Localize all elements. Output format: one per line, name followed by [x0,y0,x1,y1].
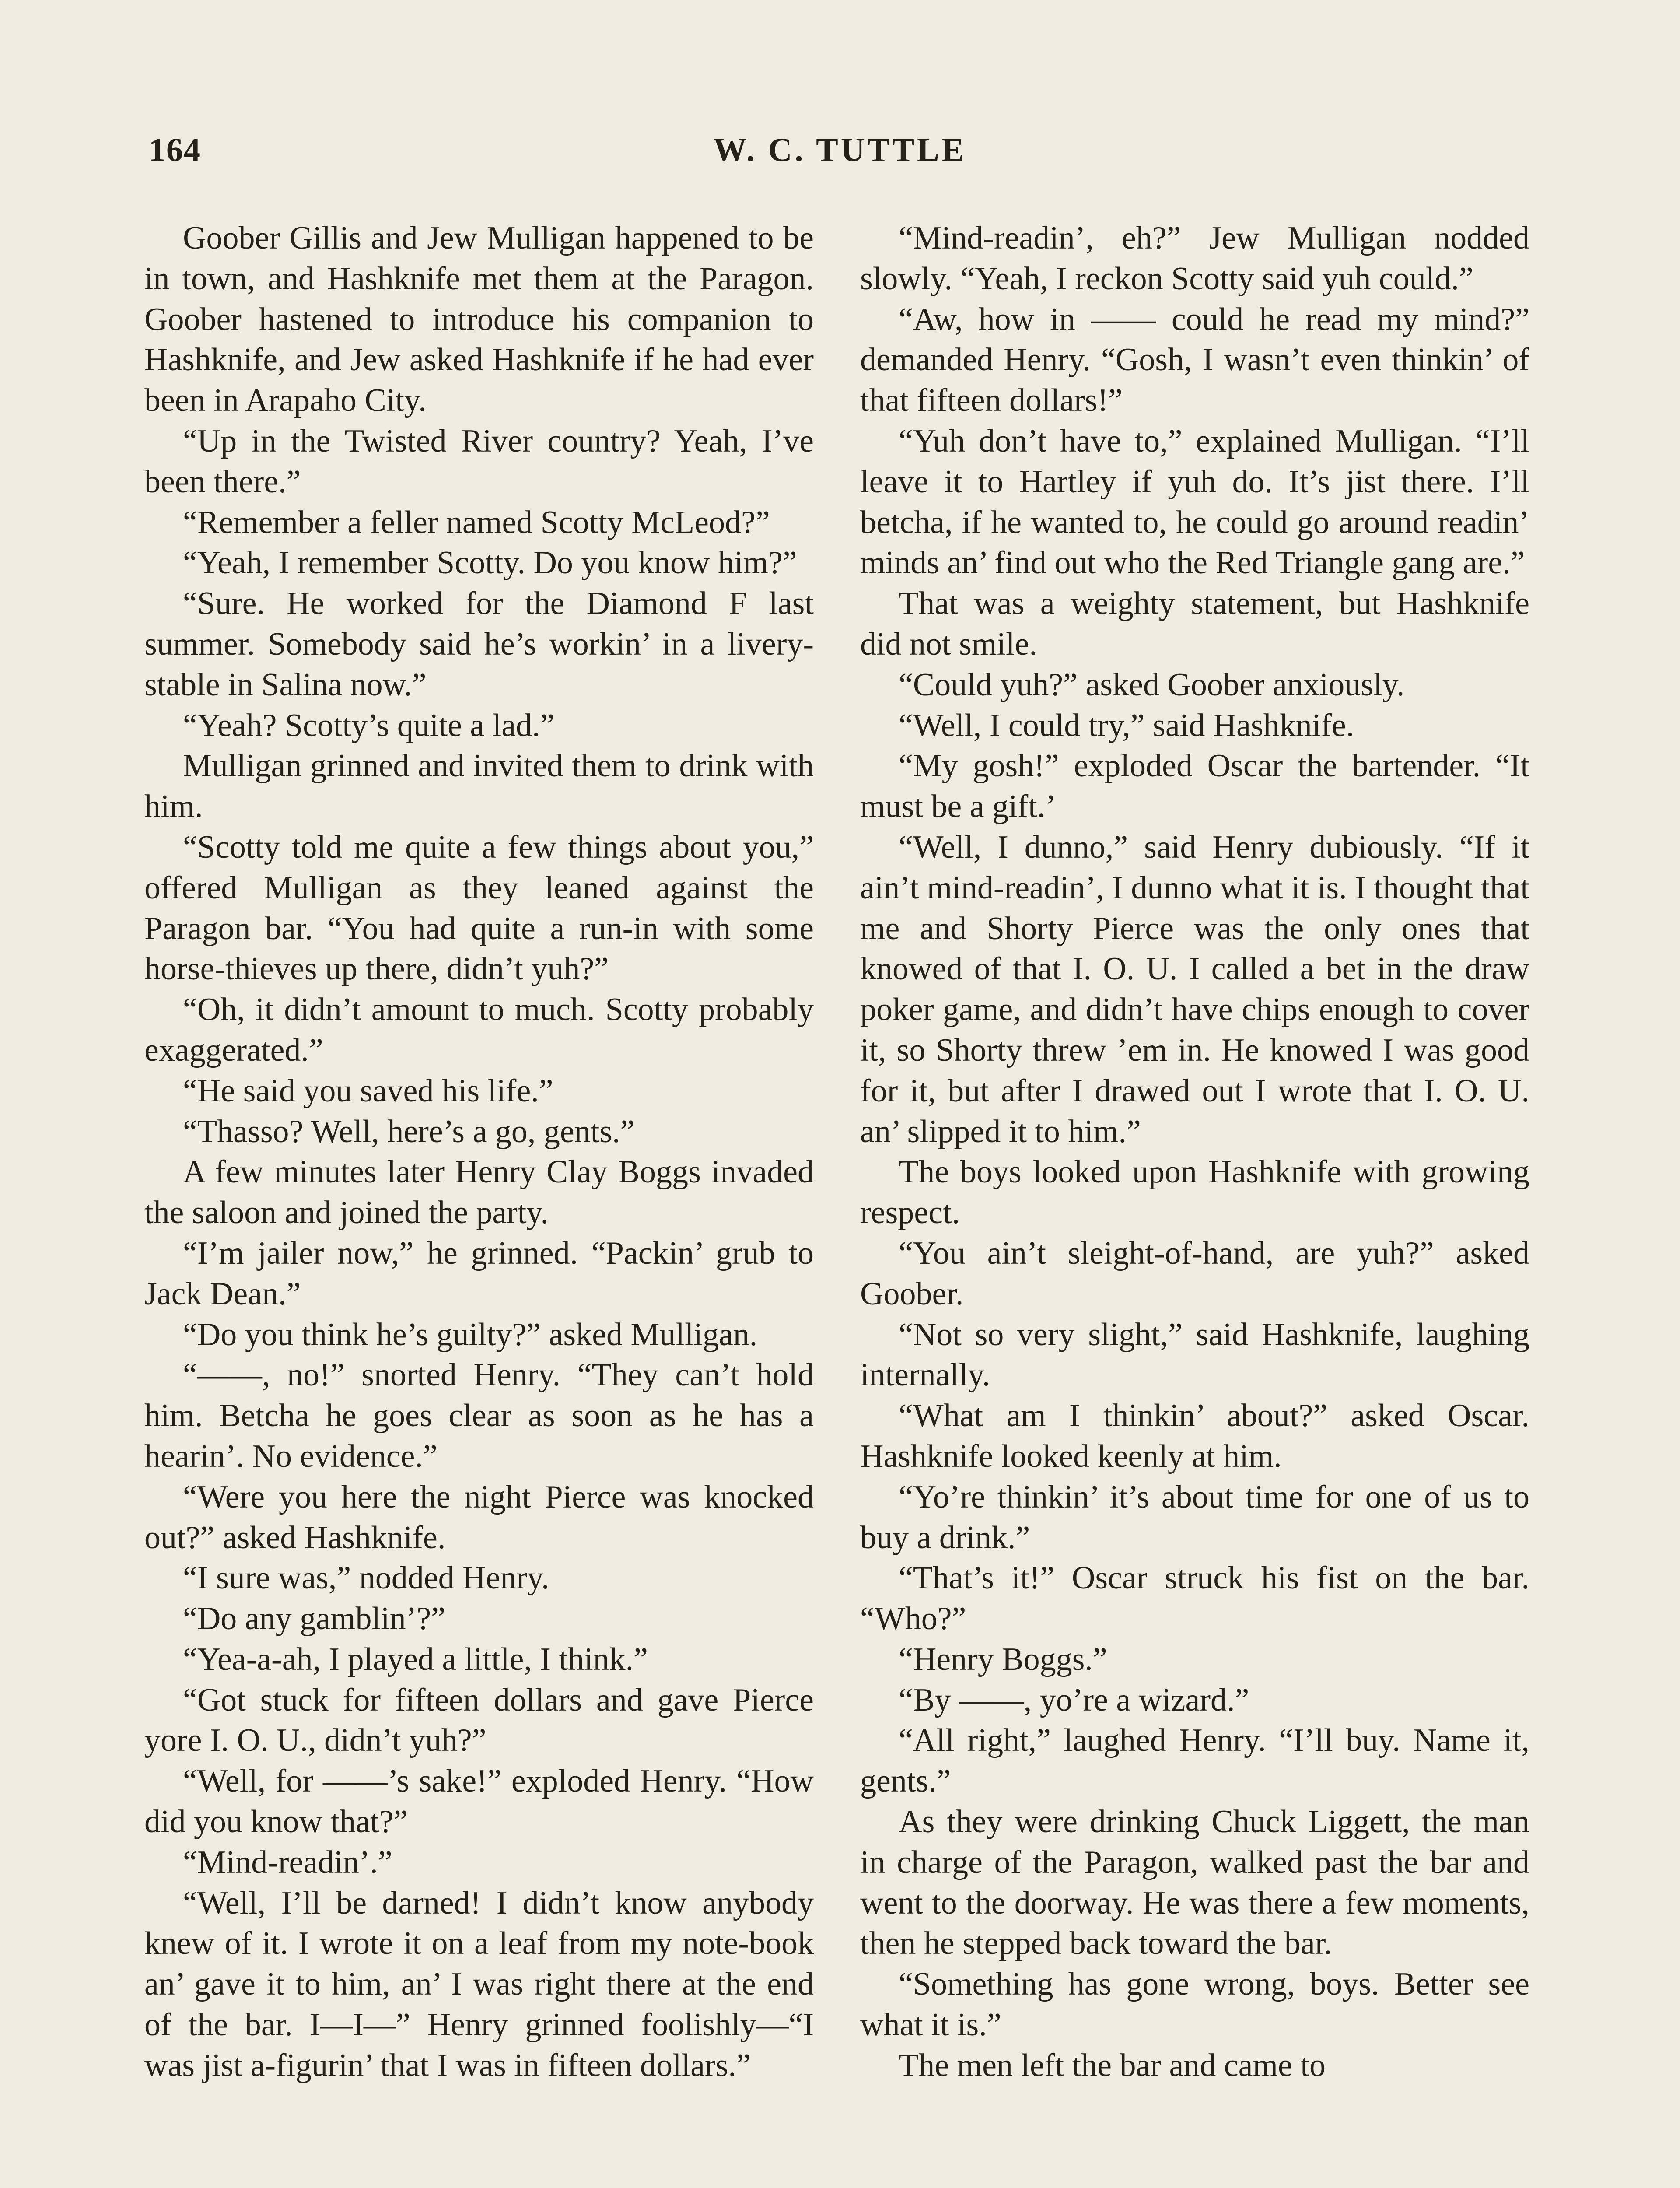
paragraph: “Up in the Twisted River country? Yeah, I’ve been there.” [144,423,814,500]
paragraph: “My gosh!” exploded Oscar the bartender. “It must be a gift.’ [860,748,1530,825]
paragraph: “Mind-readin’, eh?” Jew Mulligan nodded slowly. “Yeah, I reckon Scotty said yuh could.” [860,220,1530,297]
paragraph: “He said you saved his life.” [183,1073,553,1109]
paragraph: “Remember a feller named Scotty McLeod?” [183,504,770,540]
paragraph: “Yeah, I remember Scotty. Do you know him?” [183,545,797,581]
paragraph: “Could yuh?” asked Goober anxiously. [899,666,1405,703]
paragraph: “Do any gamblin’?” [183,1601,445,1637]
paragraph: “You ain’t sleight-of-hand, are yuh?” asked Goober. [860,1235,1530,1312]
paragraph: “Thasso? Well, here’s a go, gents.” [183,1113,635,1150]
paragraph: That was a weighty statement, but Hashknife did not smile. [860,586,1530,662]
paragraph: The boys looked upon Hashknife with growing respect. [860,1154,1530,1231]
running-head: W. C. TUTTLE [713,132,967,168]
paragraph: “Yea-a-ah, I played a little, I think.” [183,1641,648,1677]
left-column [144,218,814,2086]
paragraph: “I sure was,” nodded Henry. [183,1560,550,1596]
paragraph: A few minutes later Henry Clay Boggs invaded the saloon and joined the party. [144,1154,814,1231]
paragraph: “Do you think he’s guilty?” asked Mulligan. [183,1316,758,1353]
paragraph: The men left the bar and came to [899,2047,1326,2083]
paragraph: “What am I thinkin’ about?” asked Oscar. Hashknife looked keenly at him. [860,1398,1530,1474]
paragraph: “——, no!” snorted Henry. “They can’t hold him. Betcha he goes clear as soon as he has a hearin’. No evidence.” [144,1357,814,1474]
paragraph: As they were drinking Chuck Liggett, the man in charge of the Paragon, walked past the bar and went to the doorway. He was there a few moments, then he stepped back toward the bar. [860,1804,1530,1962]
paragraph: “Yeah? Scotty’s quite a lad.” [183,707,555,743]
paragraph: “Aw, how in —— could he read my mind?” demanded Henry. “Gosh, I wasn’t even thinkin’ of that fifteen dollars!” [860,301,1530,419]
paragraph: “Mind-readin’.” [183,1844,392,1880]
paragraph: Mulligan grinned and invited them to drink with him. [144,748,814,825]
paragraph: Goober Gillis and Jew Mulligan happened to be in town, and Hashknife met them at the Paragon. Goober hastened to introduce his companion to Hashknife, and Jew asked Hashknife if he had ever been in Arapaho City. [144,220,814,419]
paragraph: “Well, for ——’s sake!” exploded Henry. “How did you know that?” [144,1763,814,1840]
paragraph: “Yuh don’t have to,” explained Mulligan. “I’ll leave it to Hartley if yuh do. It’s jist there. I’ll betcha, if he wanted to, he could go around readin’ minds an’ find out who the Red Triangle gang are.” [860,423,1530,581]
page-number: 164 [149,132,201,168]
paragraph: “Sure. He worked for the Diamond F last summer. Somebody said he’s workin’ in a livery-stable in Salina now.” [144,586,814,703]
paragraph: “Were you here the night Pierce was knocked out?” asked Hashknife. [144,1479,814,1556]
paragraph: “Well, I dunno,” said Henry dubiously. “If it ain’t mind-readin’, I dunno what it is. I thought that me and Shorty Pierce was the only ones that knowed of that I. O. U. I called a bet in the draw poker game, and didn’t have chips enough to cover it, so Shorty threw ’em in. He knowed I was good for it, but after I drawed out I wrote that I. O. U. an’ slipped it to him.” [860,829,1530,1150]
paragraph: “Well, I could try,” said Hashknife. [899,707,1354,743]
paragraph: “Something has gone wrong, boys. Better see what it is.” [860,1966,1530,2043]
paragraph: “Got stuck for fifteen dollars and gave Pierce yore I. O. U., didn’t yuh?” [144,1682,814,1759]
paragraph: “That’s it!” Oscar struck his fist on the bar. “Who?” [860,1560,1530,1637]
paragraph: “Henry Boggs.” [899,1641,1107,1677]
paragraph: “Oh, it didn’t amount to much. Scotty probably exaggerated.” [144,992,814,1068]
paragraph: “Yo’re thinkin’ it’s about time for one of us to buy a drink.” [860,1479,1530,1556]
paragraph: “Scotty told me quite a few things about you,” offered Mulligan as they leaned against the Paragon bar. “You had quite a run-in with some horse-thieves up there, didn’t yuh?” [144,829,814,987]
paragraph: “Well, I’ll be darned! I didn’t know anybody knew of it. I wrote it on a leaf from my note-book an’ gave it to him, an’ I was right there at the end of the bar. I—I—” Henry grinned foolishly—“I was jist a-figurin’ that I was in fifteen dollars.” [144,1885,814,2083]
page-header [144,127,1536,184]
paragraph: “By ——, yo’re a wizard.” [899,1682,1250,1718]
paragraph: “I’m jailer now,” he grinned. “Packin’ grub to Jack Dean.” [144,1235,814,1312]
paragraph: “Not so very slight,” said Hashknife, laughing internally. [860,1316,1530,1393]
paragraph: “All right,” laughed Henry. “I’ll buy. Name it, gents.” [860,1722,1530,1799]
right-column [860,218,1530,2086]
